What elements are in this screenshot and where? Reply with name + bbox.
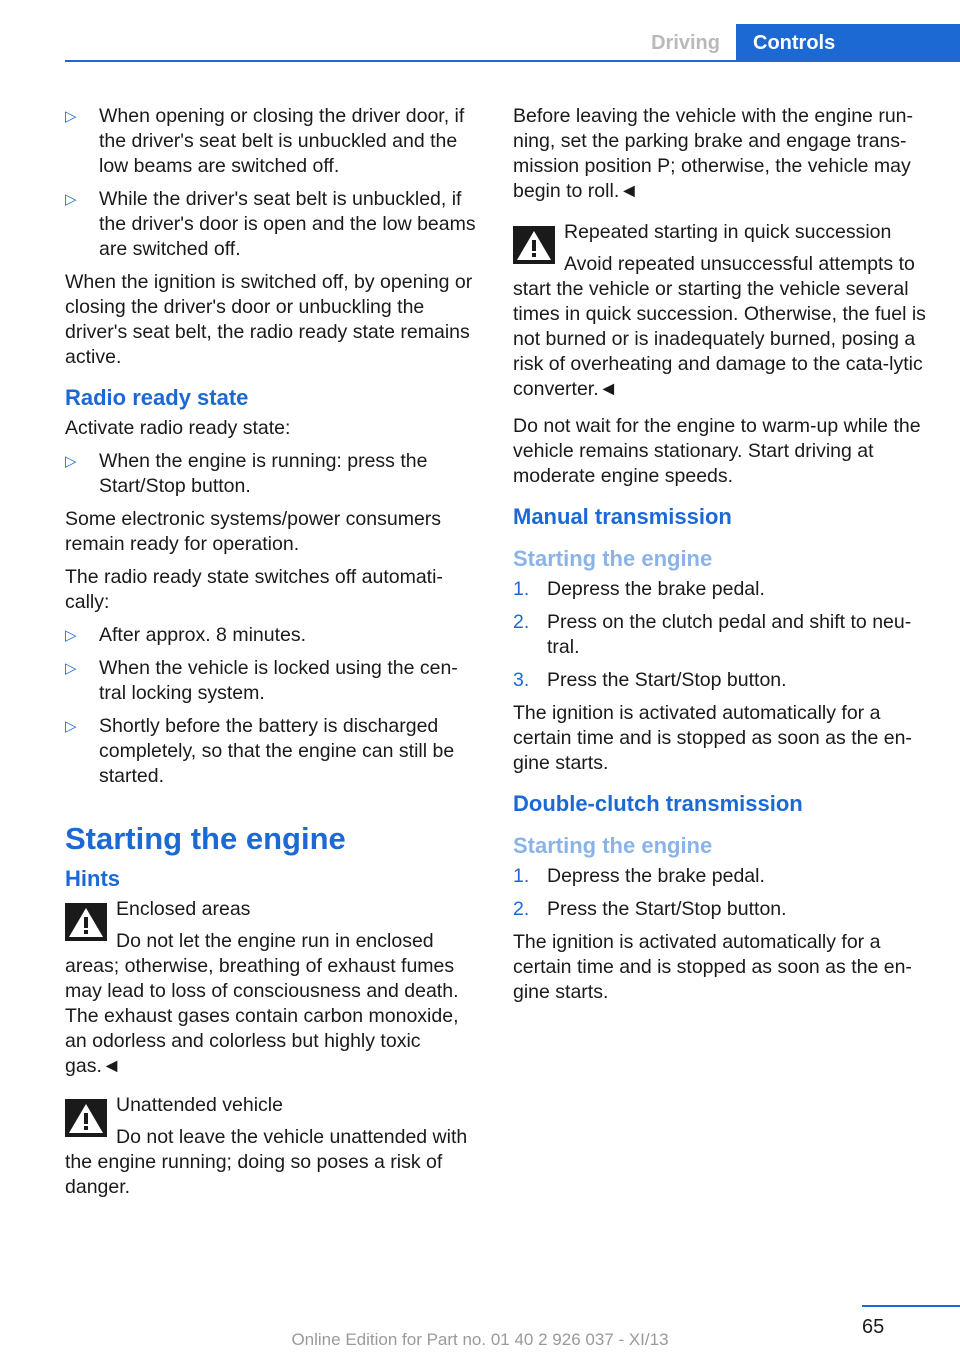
bullet-marker-icon: ▷: [65, 660, 77, 677]
paragraph: Activate radio ready state:: [65, 417, 291, 439]
section-tab-driving: Driving: [636, 24, 736, 62]
list-item: ▷ When opening or closing the driver door, if the driver's seat belt is unbuckled and the low beams are switched off.: [65, 105, 465, 177]
chapter-tab-controls: Controls: [736, 24, 960, 62]
bullet-marker-icon: ▷: [65, 191, 77, 208]
bullet-marker-icon: ▷: [65, 108, 77, 125]
heading-hints: Hints: [65, 866, 120, 891]
header-divider: [65, 60, 960, 62]
page-header: [0, 0, 960, 62]
list-item: 1. Depress the brake pedal.: [513, 578, 765, 600]
warning-body: Do not let the engine run in enclosed areas; otherwise, breathing of exhaust fumes may lead to loss of consciousness and death. The exhaust gases contain carbon monoxide, an odorless and colorless but highly toxic gas.◄: [65, 930, 459, 1077]
footer-divider: [862, 1305, 960, 1307]
paragraph: The ignition is activated automatically for a certain time and is stopped as soon as the en‐gine starts.: [513, 931, 912, 1003]
step-number: 3.: [513, 669, 530, 691]
step-number: 1.: [513, 865, 530, 887]
step-number: 2.: [513, 898, 530, 920]
bullet-marker-icon: ▷: [65, 627, 77, 644]
paragraph: Before leaving the vehicle with the engine run‐ning, set the parking brake and engage trans‐mission position P; otherwise, the vehicle may begin to roll.◄: [513, 105, 913, 202]
warning-icon: [65, 1099, 107, 1137]
page-number: 65: [862, 1316, 885, 1338]
warning-icon: [513, 226, 555, 264]
list-item: 2. Press the Start/Stop button.: [513, 898, 787, 920]
heading-manual-transmission: Manual transmission: [513, 504, 732, 529]
paragraph: Some electronic systems/power consumers remain ready for operation.: [65, 508, 442, 555]
left-column: [65, 104, 480, 1208]
list-item: ▷ When the engine is running: press the Start/Stop button.: [65, 450, 428, 497]
heading-starting-engine-manual: Starting the engine: [513, 546, 713, 571]
paragraph: When the ignition is switched off, by opening or closing the driver's door or unbuckling the driver's seat belt, the radio ready state remains active.: [65, 271, 473, 368]
bullet-marker-icon: ▷: [65, 453, 77, 470]
list-item: ▷ When the vehicle is locked using the cen‐tral locking system.: [65, 657, 458, 704]
heading-double-clutch-transmission: Double-clutch transmission: [513, 791, 803, 816]
heading-starting-the-engine: Starting the engine: [65, 821, 346, 856]
paragraph: Do not wait for the engine to warm-up while the vehicle remains stationary. Start driving at moderate engine speeds.: [513, 415, 921, 487]
warning-repeated-starting: [513, 220, 931, 402]
paragraph: The ignition is activated automatically for a certain time and is stopped as soon as the en‐gine starts.: [513, 702, 912, 774]
list-item: 2. Press on the clutch pedal and shift to neu‐tral.: [513, 611, 912, 658]
paragraph: The radio ready state switches off automati‐cally:: [65, 566, 443, 613]
warning-title: Unattended vehicle: [116, 1094, 283, 1116]
step-number: 2.: [513, 611, 530, 633]
warning-enclosed-areas: [65, 897, 480, 1079]
list-item: 1. Depress the brake pedal.: [513, 865, 765, 887]
heading-radio-ready-state: Radio ready state: [65, 385, 249, 410]
step-number: 1.: [513, 578, 530, 600]
warning-body: Avoid repeated unsuccessful attempts to start the vehicle or starting the vehicle several times in quick succession. Otherwise, the fuel is not burned or is inadequately burned, posing a risk of overheating and damage to the cata‐lytic converter.◄: [513, 253, 926, 400]
bullet-marker-icon: ▷: [65, 718, 77, 735]
list-item: 3. Press the Start/Stop button.: [513, 669, 787, 691]
list-item: ▷ Shortly before the battery is discharged completely, so that the engine can still be started.: [65, 715, 455, 787]
warning-body: Do not leave the vehicle unattended with the engine running; doing so poses a risk of danger.: [65, 1126, 468, 1198]
warning-title: Repeated starting in quick succession: [564, 221, 892, 243]
heading-starting-engine-dct: Starting the engine: [513, 833, 713, 858]
warning-icon: [65, 903, 107, 941]
warning-title: Enclosed areas: [116, 898, 251, 920]
footer-edition: Online Edition for Part no. 01 40 2 926 037 - XI/13: [291, 1330, 669, 1349]
list-item: ▷ While the driver's seat belt is unbuckled, if the driver's door is open and the low beams are switched off.: [65, 188, 476, 260]
list-item: ▷ After approx. 8 minutes.: [65, 624, 307, 646]
right-column: [513, 104, 931, 1013]
warning-unattended-vehicle: [65, 1093, 480, 1200]
